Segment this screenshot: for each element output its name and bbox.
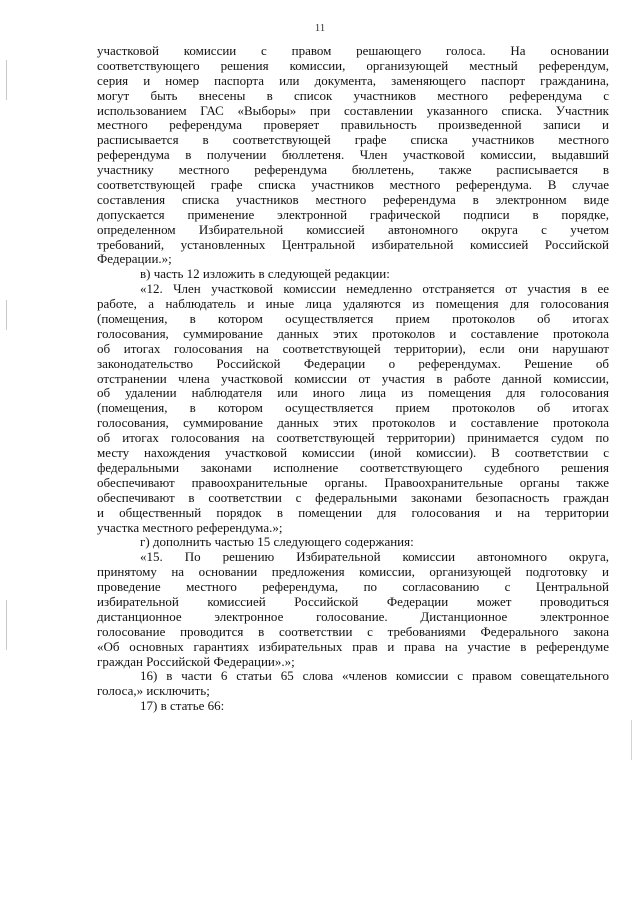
text-line: голосования, суммирование данных этих протоколов и составление протокола [97,325,609,341]
text-line: требований, установленных Центральной избирательной комиссией Российской [97,236,609,252]
text-line: федеральными законами исполнение соответствующего судебного решения [97,459,609,475]
text-line: голоса,» исключить; [97,683,210,699]
text-line: расписывается в соответствующей графе списка участников местного [97,132,609,148]
text-line: месту нахождения участковой комиссии (иной комиссии). В соответствии с [97,445,609,461]
text-line: г) дополнить частью 15 следующего содержания: [140,534,414,550]
text-line: участнику местного референдума бюллетень, также расписывается в [97,162,609,178]
text-line: соответствующей графе списка участников местного референдума. В случае [97,177,609,193]
text-line: серия и номер паспорта или документа, заменяющего паспорт гражданина, [97,72,609,88]
paragraph [97,535,609,550]
text-line: определенном Избирательной комиссией автономного округа с учетом [97,221,609,237]
text-line: Федерации.»; [97,251,172,267]
text-line: законодательство Российской Федерации о референдумах. Решение об [97,355,609,371]
text-line: допускается применение электронной графической подписи в порядке, [97,206,609,222]
text-line: работе, а наблюдатель и иные лица удаляются из помещения для голосования [97,296,609,312]
text-line: соответствующего решения комиссии, организующей местный референдум, [97,57,609,73]
text-line: местного референдума проверяет правильность произведенной записи и [97,117,609,133]
text-line: участковой комиссии с правом решающего голоса. На основании [97,43,609,58]
text-line: об итогах голосования на соответствующей территории) принимается судом по [97,430,609,446]
scan-edge-mark [6,600,7,650]
paragraph [97,669,609,699]
text-line: 16) в части 6 статьи 65 слова «членов комиссии с правом совещательного [140,668,609,684]
text-line: граждан Российской Федерации».»; [97,653,295,669]
text-line: участка местного референдума.»; [97,519,283,535]
text-line: об итогах голосования на соответствующей территории), если они нарушают [97,340,609,356]
text-line: и общественный порядок в помещении для голосования и на территории [97,504,609,520]
paragraph [97,699,609,714]
text-line: голосования, суммирование данных этих протоколов и составление протокола [97,415,609,431]
text-line: избирательной комиссией Российской Федерации может проводиться [97,593,609,609]
text-line: проведение местного референдума, по согласованию с Центральной [97,579,609,595]
text-line: дистанционное электронное голосование. Дистанционное электронное [97,608,609,624]
document-body [97,44,609,714]
text-line: «Об основных гарантиях избирательных прав и права на участие в референдуме [97,638,609,654]
page-number: 11 [314,22,326,34]
text-line: «15. По решению Избирательной комиссии автономного округа, [140,549,609,565]
text-line: «12. Член участковой комиссии немедленно отстраняется от участия в ее [140,281,609,297]
text-line: 17) в статье 66: [140,698,225,714]
scan-edge-mark [6,300,7,330]
scan-edge-mark [631,720,632,760]
text-line: составления списка участников местного референдума в электронном виде [97,191,609,207]
text-line: (помещения, в котором осуществляется прием протоколов об итогах [97,311,609,327]
text-line: (помещения, в котором осуществляется прием протоколов об итогах [97,400,609,416]
text-line: могут быть внесены в список участников местного референдума с [97,87,609,103]
text-line: об удалении наблюдателя или иного лица из помещения для голосования [97,385,609,401]
paragraph [97,282,609,535]
paragraph [97,267,609,282]
text-line: отстранении члена участковой комиссии от участия в работе данной комиссии, [97,370,609,386]
text-line: использованием ГАС «Выборы» при составлении указанного списка. Участник [97,102,609,118]
text-line: голосование проводится в соответствии с требованиями Федерального закона [97,623,609,639]
text-line: принятому на основании предложения комиссии, организующей подготовку и [97,564,609,580]
text-line: обеспечивают в соответствии с федеральными законами безопасность граждан [97,489,609,505]
paragraph [97,44,609,267]
text-line: обеспечивают правоохранительные органы. Правоохранительные органы также [97,474,609,490]
scan-edge-mark [6,60,7,100]
text-line: в) часть 12 изложить в следующей редакции: [140,266,390,282]
text-line: референдума в получении бюллетеня. Член участковой комиссии, выдавший [97,147,609,163]
paragraph [97,550,609,669]
